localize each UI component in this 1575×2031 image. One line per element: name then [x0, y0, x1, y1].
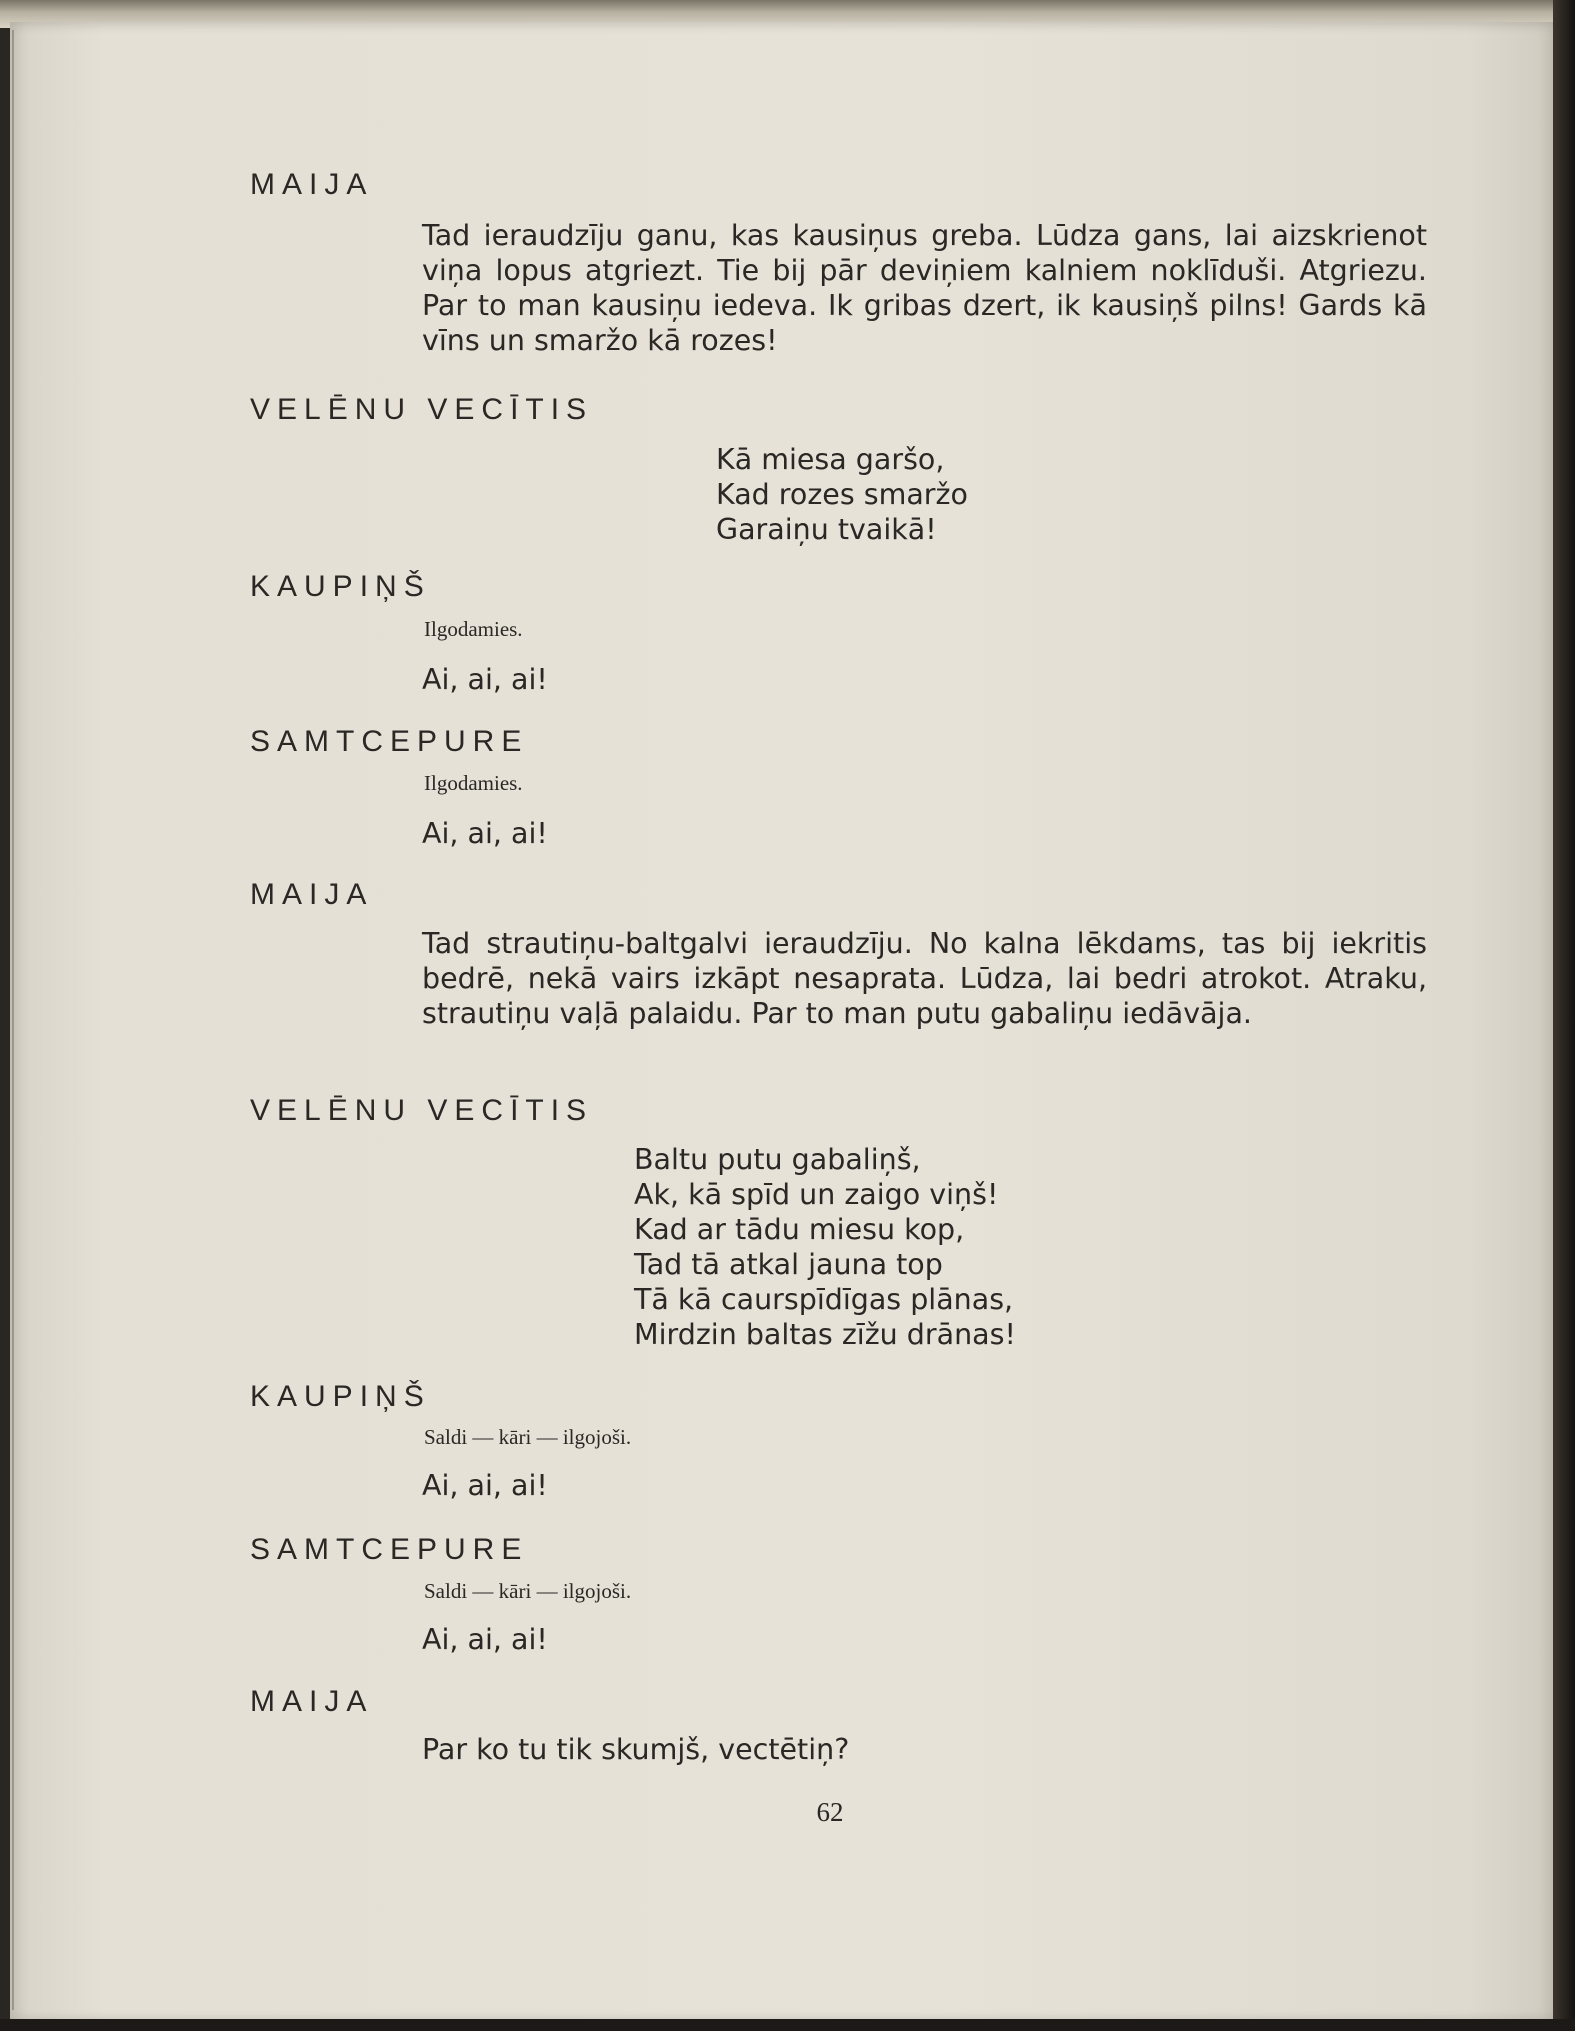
verse-line: Tad tā atkal jauna top	[634, 1248, 943, 1281]
speaker-name: KAUPIŅŠ	[250, 1380, 431, 1413]
verse-line: Garaiņu tvaikā!	[716, 513, 937, 546]
dialogue-line: Par ko tu tik skumjš, vectētiņ?	[422, 1733, 850, 1766]
stage-direction: Saldi — kāri — ilgojoši.	[424, 1425, 632, 1449]
dialogue-line: Ai, ai, ai!	[422, 1623, 548, 1656]
speaker-name: VELĒNU VECĪTIS	[250, 1094, 594, 1127]
verse-line: Kā miesa garšo,	[716, 443, 945, 476]
book-bottom-edge	[0, 2019, 1575, 2031]
verse-stanza	[634, 1142, 1016, 1352]
dialogue-paragraph: Tad strautiņu-baltgalvi ieraudzīju. No kalna lēkdams, tas bij iekritis bedrē, nekā vairs izkāpt nesaprata. Lūdza, lai bedri atrokot. Atraku, strautiņu vaļā palaidu. Par to man putu gabaliņu iedāvāja.	[422, 927, 1427, 1030]
verse-line: Baltu putu gabaliņš,	[634, 1143, 921, 1176]
stage-direction: Saldi — kāri — ilgojoši.	[424, 1579, 632, 1603]
dialogue-line: Ai, ai, ai!	[422, 663, 548, 696]
stage-direction: Ilgodamies.	[424, 771, 523, 795]
speaker-name: MAIJA	[250, 878, 374, 911]
dialogue-line: Ai, ai, ai!	[422, 817, 548, 850]
dialogue-line: Ai, ai, ai!	[422, 1469, 548, 1502]
stage-direction: Ilgodamies.	[424, 617, 523, 641]
verse-line: Mirdzin baltas zīžu drānas!	[634, 1318, 1016, 1351]
verse-line: Kad rozes smaržo	[716, 478, 968, 511]
page-number: 62	[816, 1797, 844, 1827]
speaker-name: SAMTCEPURE	[250, 725, 529, 758]
page-gutter-line	[12, 30, 14, 2010]
book-right-edge	[1553, 0, 1575, 2031]
verse-stanza	[716, 442, 968, 547]
verse-line: Ak, kā spīd un zaigo viņš!	[634, 1178, 999, 1211]
verse-line: Kad ar tādu miesu kop,	[634, 1213, 965, 1246]
verse-line: Tā kā caurspīdīgas plānas,	[634, 1283, 1014, 1316]
speaker-name: SAMTCEPURE	[250, 1533, 529, 1566]
speaker-name: MAIJA	[250, 168, 374, 201]
dialogue-paragraph: Tad ieraudzīju ganu, kas kausiņus greba. Lūdza gans, lai aizskrienot viņa lopus atgriezt. Tie bij pār deviņiem kalniem noklīduši. Atgriezu. Par to man kausiņu iedeva. Ik gribas dzert, ik kausiņš pilns! Gards kā vīns un smaržo kā rozes!	[422, 219, 1427, 357]
speaker-name: MAIJA	[250, 1685, 374, 1718]
speaker-name: VELĒNU VECĪTIS	[250, 393, 594, 426]
speaker-name: KAUPIŅŠ	[250, 570, 431, 603]
